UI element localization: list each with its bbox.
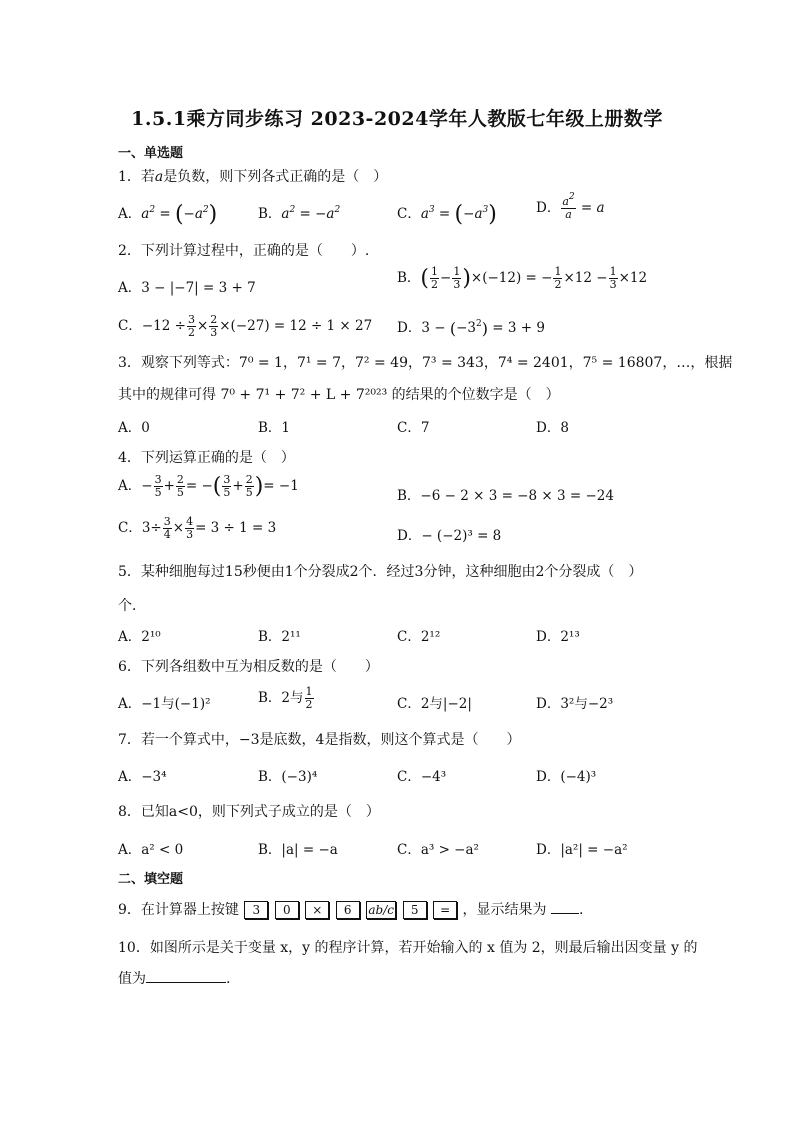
question-5-line-1: 5．某种细胞每过15秒便由1个分裂成2个．经过3分钟，这种细胞由2个分裂成（ ） [118,564,643,580]
question-1-option-a: A．$a^2 = (-a^2)$ [118,202,218,227]
page-title: 1.5.1乘方同步练习 2023-2024学年人教版七年级上册数学 [131,108,663,130]
question-4-option-a: A．− $\frac{3}{5}$ + $\frac{2}{5}$ = −( $\frac{3}{5}$ + $\frac{2}{5}$ )= −1 [118,473,299,499]
question-3-line-1: 3．观察下列等式：7⁰ = 1，7¹ = 7，7² = 49，7³ = 343，7⁴ = 2401，7⁵ = 16807，…，根据 [118,355,733,371]
question-4-option-c: C．3÷ $\frac{3}{4}$ × $\frac{4}{3}$ = 3 ÷ 1 = 3 [118,515,277,541]
question-6-option-d: D．3²与−2³ [536,696,614,712]
question-2-option-c: C．−12 ÷ $\frac{3}{2}$ × $\frac{2}{3}$ ×(−27) = 12 ÷ 1 × 27 [118,313,373,339]
question-5-option-a: A．2¹⁰ [118,629,161,645]
question-4-option-d: D．− (−2)³ = 8 [397,528,502,544]
question-8-option-a: A．a² < 0 [118,842,184,858]
question-9-prefix: 9．在计算器上按键 [118,902,239,918]
question-7-option-d: D．(−4)³ [536,769,597,785]
question-3-option-b: B．1 [258,420,291,436]
question-8-option-c: C．a³ > −a² [397,842,479,858]
question-3-option-a: A．0 [118,420,150,436]
question-1-option-c: C．$a^3 = (-a^3)$ [397,202,497,227]
question-1-stem: 1．若𝑎是负数，则下列各式正确的是（ ） [118,169,388,185]
question-9-suffix: ，显示结果为 [462,902,547,918]
question-3-option-c: C．7 [397,420,430,436]
answer-blank[interactable] [551,913,579,914]
question-1-option-d: D． $\frac{a^2}{a}$ = a [536,192,605,221]
question-4-stem: 4．下列运算正确的是（ ） [118,450,295,466]
question-5-line-2: 个． [118,598,146,614]
question-5-option-c: C．2¹² [397,629,441,645]
question-1-option-b: B．$a^2 = -a^2$ [258,205,341,222]
question-6-option-a: A．−1与(−1)² [118,696,211,712]
question-2-stem: 2．下列计算过程中，正确的是（ ）. [118,243,370,259]
calculator-key-equals: = [433,901,457,919]
question-2-option-b: B．( $\frac{1}{2}$ − $\frac{1}{3}$ )×(−12) = − $\frac{1}{2}$ ×12 − $\frac{1}{3}$ ×12 [397,265,648,291]
question-8-option-b: B．|a| = −a [258,842,338,858]
answer-blank[interactable] [146,982,226,983]
calculator-key-5: 5 [403,901,427,919]
question-7-option-c: C．−4³ [397,769,447,785]
question-2-option-a: A．3 − |−7| = 3 + 7 [118,280,256,296]
question-8-stem: 8．已知a<0，则下列式子成立的是（ ） [118,804,380,820]
question-6-option-c: C．2与|−2| [397,696,472,712]
question-10-line-1: 10．如图所示是关于变量 x，y 的程序计算，若开始输入的 x 值为 2，则最后输出因变量 y 的 [118,940,698,956]
question-5-option-b: B．2¹¹ [258,629,301,645]
question-10-line-2: 值为 . [118,971,231,987]
calculator-key-multiply: × [305,901,329,919]
question-6-option-b: B．2与 $\frac{1}{2}$ [258,685,313,711]
question-7-option-a: A．−3⁴ [118,769,167,785]
calculator-key-6: 6 [336,901,360,919]
question-5-option-d: D．2¹³ [536,629,580,645]
section-single-choice: 一、单选题 [118,146,184,161]
question-4-option-b: B．−6 − 2 × 3 = −8 × 3 = −24 [397,488,614,504]
question-6-stem: 6．下列各组数中互为相反数的是（ ） [118,659,379,675]
calculator-key-0: 0 [275,901,299,919]
question-3-line-2: 其中的规律可得 7⁰ + 7¹ + 7² + L + 7²⁰²³ 的结果的个位数字是（ ） [118,387,560,403]
question-9: 9．在计算器上按键 3 0 × 6 ab/c 5 = ，显示结果为 . [118,902,584,918]
question-7-option-b: B．(−3)⁴ [258,769,318,785]
question-3-option-d: D．8 [536,420,569,436]
section-fill-blank: 二、填空题 [118,872,184,887]
question-2-option-d: D．$3 - (-3^2) = 3 + 9$ [397,319,545,338]
question-8-option-d: D．|a²| = −a² [536,842,628,858]
calculator-key-fraction: ab/c [366,901,396,919]
question-7-stem: 7．若一个算式中，−3是底数，4是指数，则这个算式是（ ） [118,732,521,748]
calculator-key-3: 3 [244,901,268,919]
